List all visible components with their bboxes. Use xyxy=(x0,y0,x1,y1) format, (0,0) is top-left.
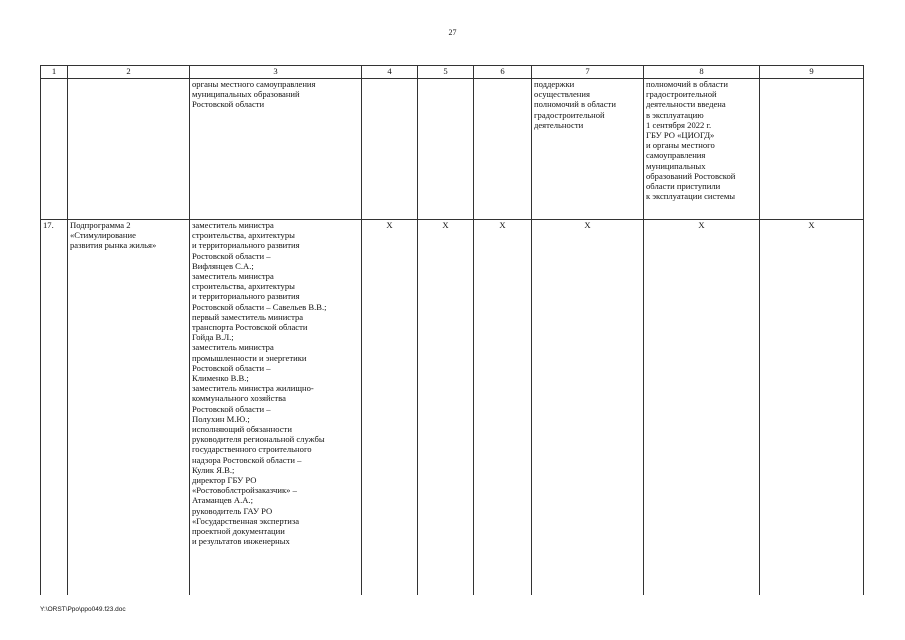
responsible-cell: органы местного самоуправления муниципальных образований Ростовской области xyxy=(190,79,362,220)
row-number: 17. xyxy=(41,220,68,596)
subprogram-name: Подпрограмма 2 «Стимулирование развития рынка жилья» xyxy=(68,220,190,596)
empty-cell xyxy=(68,79,190,220)
file-path-footer: Y:\ORST\Ppo\ppo049.f23.doc xyxy=(40,606,126,613)
table-row-continuation xyxy=(41,79,864,220)
empty-cell xyxy=(760,79,864,220)
status-cell: полномочий в области градостроительной деятельности введена в эксплуатацию 1 сентября 2022 г. ГБУ РО «ЦИОГД» и органы местного самоуправления муниципальных образований Ростовской области приступили к эксплуатации системы xyxy=(644,79,760,220)
header-cell: 4 xyxy=(362,66,418,79)
header-cell: 1 xyxy=(41,66,68,79)
x-mark: X xyxy=(644,220,760,596)
header-cell: 9 xyxy=(760,66,864,79)
responsible-cell: заместитель министра строительства, архитектуры и территориального развития Ростовской области – Вифлянцев С.А.; заместитель министра строительства, архитектуры и территориального развития Ростовской области – Савельев В.В.; первый заместитель министра транспорта Ростовской области Гойда В.Л.; заместитель министра промышленности и энергетики Ростовской области – Клименко В.В.; заместитель министра жилищно- коммунального хозяйства Ростовской области – Полухин М.Ю.; исполняющий обязанности руководителя региональной службы государственного строительного надзора Ростовской области – Кулик Я.В.; директор ГБУ РО «Ростовоблстройзаказчик» – Атаманцев А.А.; руководитель ГАУ РО «Государственная экспертиза проектной документации и результатов инженерных xyxy=(190,220,362,596)
empty-cell xyxy=(362,79,418,220)
header-cell: 7 xyxy=(532,66,644,79)
empty-cell xyxy=(41,79,68,220)
empty-cell xyxy=(418,79,474,220)
header-cell: 8 xyxy=(644,66,760,79)
result-cell: поддержки осуществления полномочий в области градостроительной деятельности xyxy=(532,79,644,220)
column-number-header-row xyxy=(41,66,864,79)
x-mark: X xyxy=(418,220,474,596)
x-mark: X xyxy=(474,220,532,596)
x-mark: X xyxy=(760,220,864,596)
header-cell: 3 xyxy=(190,66,362,79)
page-number: 27 xyxy=(448,28,457,37)
header-cell: 2 xyxy=(68,66,190,79)
x-mark: X xyxy=(362,220,418,596)
header-cell: 5 xyxy=(418,66,474,79)
header-cell: 6 xyxy=(474,66,532,79)
table-row-17 xyxy=(41,220,864,596)
empty-cell xyxy=(474,79,532,220)
program-table xyxy=(40,65,864,595)
x-mark: X xyxy=(532,220,644,596)
